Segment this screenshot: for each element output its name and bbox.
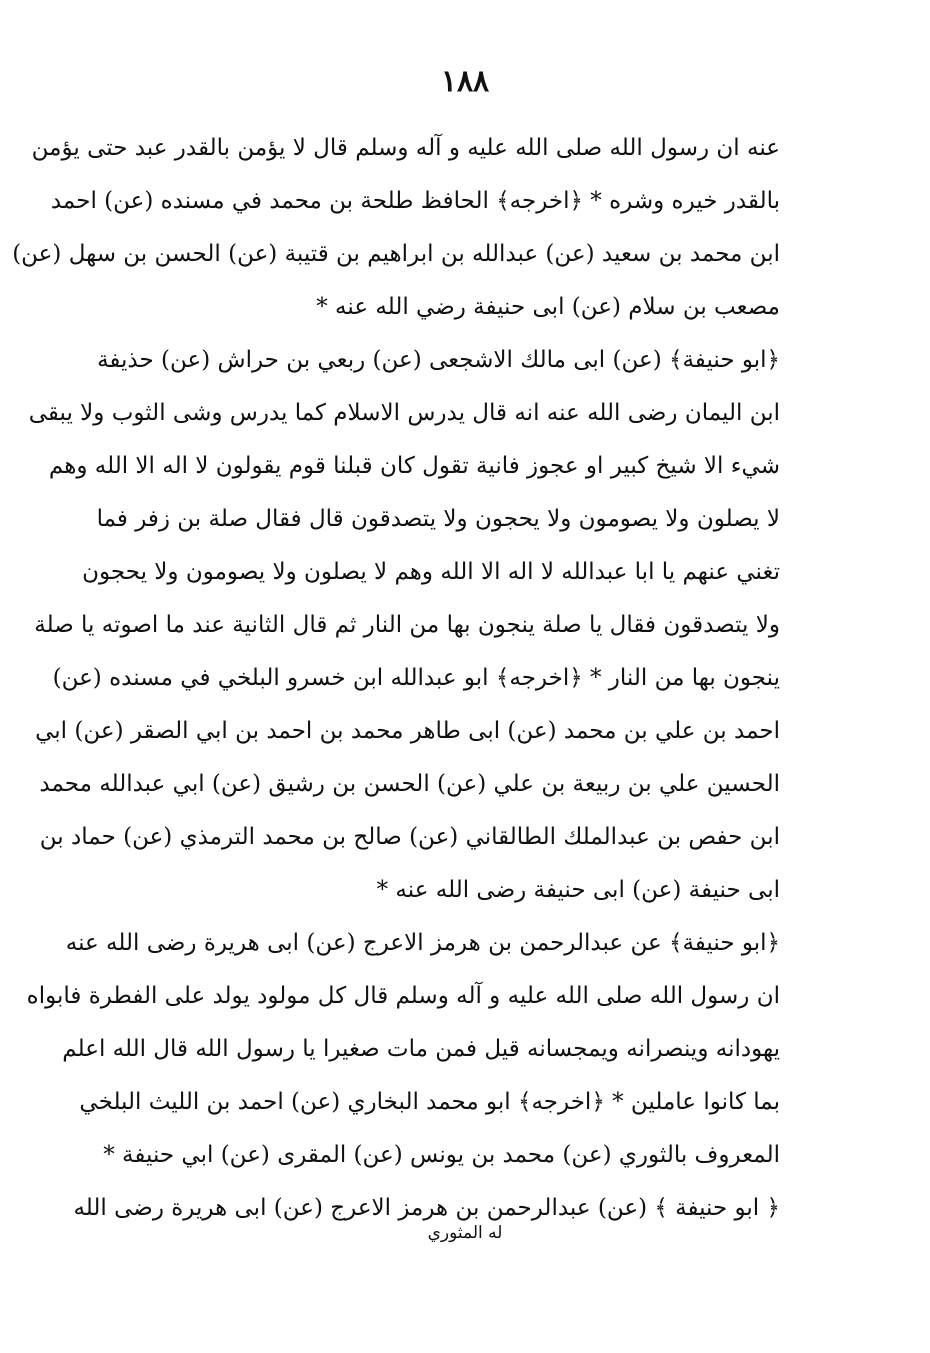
- text-line: ينجون بها من النار * ﴿اخرجه﴾ ابو عبدالله ابن خسرو البلخي في مسنده (عن): [52, 665, 780, 691]
- text-line: ابن اليمان رضى الله عنه انه قال يدرس الاسلام كما يدرس وشى الثوب ولا يبقى: [28, 400, 780, 426]
- text-line: بما كانوا عاملين * ﴿اخرجه﴾ ابو محمد البخاري (عن) احمد بن الليث البلخي: [79, 1089, 780, 1115]
- body-text: [12, 122, 780, 1235]
- text-line: لا يصلون ولا يصومون ولا يحجون ولا يتصدقون قال فقال صلة بن زفر فما: [96, 506, 780, 532]
- text-line: احمد بن علي بن محمد (عن) ابى طاهر محمد بن احمد بن ابي الصقر (عن) ابي: [35, 718, 780, 744]
- text-line: ﴿ ابو حنيفة ﴾ (عن) عبدالرحمن بن هرمز الاعرج (عن) ابى هريرة رضى الله: [73, 1195, 780, 1221]
- footnote: له المثوري: [427, 1223, 503, 1243]
- text-line: تغني عنهم يا ابا عبدالله لا اله الا الله وهم لا يصلون ولا يصومون ولا يحجون: [82, 559, 780, 585]
- text-line: ان رسول الله صلى الله عليه و آله وسلم قال كل مولود يولد على الفطرة فابواه: [26, 983, 780, 1009]
- text-line: ابى حنيفة (عن) ابى حنيفة رضى الله عنه *: [376, 877, 780, 903]
- text-line: يهودانه وينصرانه ويمجسانه قيل فمن مات صغيرا يا رسول الله قال الله اعلم: [62, 1036, 780, 1062]
- text-line: ﴿ابو حنيفة﴾ عن عبدالرحمن بن هرمز الاعرج (عن) ابى هريرة رضى الله عنه: [65, 930, 780, 956]
- page-number: ١٨٨: [440, 64, 490, 99]
- text-line: ولا يتصدقون فقال يا صلة ينجون بها من النار ثم قال الثانية عند ما اصوته يا صلة: [34, 612, 780, 638]
- text-line: ابن محمد بن سعيد (عن) عبدالله بن ابراهيم بن قتيبة (عن) الحسن بن سهل (عن): [12, 241, 780, 267]
- text-line: مصعب بن سلام (عن) ابى حنيفة رضي الله عنه *: [316, 294, 780, 320]
- text-line: ابن حفص بن عبدالملك الطالقاني (عن) صالح بن محمد الترمذي (عن) حماد بن: [39, 824, 780, 850]
- text-line: ﴿ابو حنيفة﴾ (عن) ابى مالك الاشجعى (عن) ربعي بن حراش (عن) حذيفة: [97, 347, 780, 373]
- text-line: بالقدر خيره وشره * ﴿اخرجه﴾ الحافظ طلحة بن محمد في مسنده (عن) احمد: [50, 188, 780, 214]
- text-line: عنه ان رسول الله صلى الله عليه و آله وسلم قال لا يؤمن بالقدر عبد حتى يؤمن: [31, 135, 780, 161]
- text-line: المعروف بالثوري (عن) محمد بن يونس (عن) المقرى (عن) ابي حنيفة *: [103, 1142, 780, 1168]
- text-line: الحسين علي بن ربيعة بن علي (عن) الحسن بن رشيق (عن) ابي عبدالله محمد: [39, 771, 780, 797]
- text-line: شيء الا شيخ كبير او عجوز فانية تقول كان قبلنا قوم يقولون لا اله الا الله وهم: [48, 453, 780, 479]
